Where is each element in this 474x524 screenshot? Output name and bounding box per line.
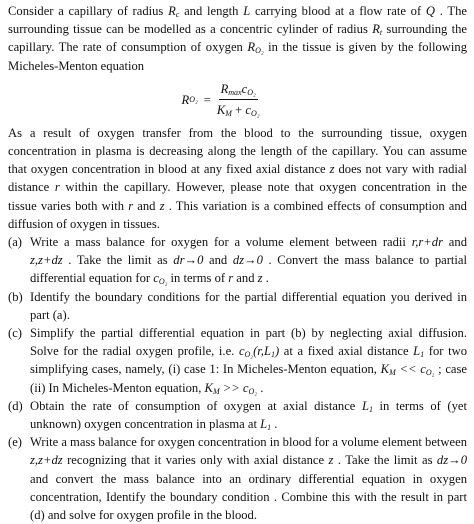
intro-text: carrying blood at a flow rate of	[250, 4, 426, 18]
intro-paragraph	[8, 2, 467, 75]
part-text: Write a mass balance for oxygen concentration in blood for a volume element between	[30, 435, 467, 450]
context-paragraph	[8, 124, 467, 233]
intro-text: and length	[179, 4, 244, 18]
part-b-text: Identify the boundary conditions for the partial differential equation you derived in part (a).	[30, 289, 467, 322]
eq-den-plus: +	[231, 103, 246, 118]
math-sub: O₂	[425, 368, 435, 378]
math-sub: 1	[420, 350, 425, 360]
math: c	[238, 344, 245, 359]
part-c-text	[30, 324, 467, 397]
context-text: within the capillary. However, please note that oxygen concentration in the tissue varies both with	[8, 180, 467, 213]
math-sub: 1	[270, 350, 275, 360]
eq-lhs: R	[181, 92, 190, 107]
var-l: L	[243, 4, 251, 18]
part-e	[8, 433, 467, 524]
intro-text: in the tissue is given by the following Micheles-Menton equation	[8, 40, 467, 73]
eq-num-c-sub: O₂	[247, 88, 256, 98]
math: << c	[395, 362, 426, 377]
part-text: .	[262, 271, 269, 286]
math: >> c	[219, 380, 249, 395]
eq-den-k-sub: M	[225, 109, 232, 119]
eq-num-r: R	[220, 82, 229, 97]
math: z,z+dz	[30, 253, 63, 268]
math: r,r+dr	[411, 235, 443, 250]
math: L	[361, 398, 369, 413]
eq-num-r-sub: max	[228, 88, 242, 98]
part-text: . Take the limit as	[333, 453, 437, 468]
math: z	[328, 453, 334, 468]
part-text: at a fixed axial distance	[279, 344, 414, 359]
michaelis-menten-equation: R O₂ = $\frac{R_{max}c_{O_2}}{K_M + c_{O_2}}$	[181, 82, 260, 119]
part-label: (b)	[8, 289, 23, 304]
sub-o2: O₂	[255, 46, 264, 56]
math: dr→0	[173, 253, 204, 268]
part-text: ; case (ii) In Micheles-Menton equation,	[30, 362, 468, 395]
math-sub: O₂	[244, 350, 254, 360]
part-label: (e)	[8, 435, 22, 450]
part-text: in terms of	[167, 271, 229, 286]
part-text: and convert the mass balance into an ordinary differential equation in oxygen concentration, Identify the boundary condition . Combine this with the result in part (d) and solve for oxygen profile in the blood.	[30, 471, 467, 523]
intro-text: surrounding the capillary. The rate of consumption of oxygen	[8, 22, 467, 55]
eq-den-k: K	[216, 103, 226, 118]
math: z	[257, 271, 263, 286]
part-text: in terms of (yet unknown) oxygen concentration in plasma at	[30, 398, 467, 432]
part-text: and	[203, 253, 233, 268]
eq-fraction	[217, 81, 260, 118]
part-text: for two simplifying cases, namely, (i) case 1: In Micheles-Menton equation,	[30, 344, 468, 377]
eq-num-c: c	[241, 82, 248, 97]
eq-equals: =	[203, 92, 211, 107]
math: c	[153, 271, 159, 286]
sub-t: t	[379, 28, 383, 38]
sub-c: c	[175, 10, 180, 19]
var-rt: R	[372, 22, 380, 37]
part-text: and	[443, 235, 467, 250]
intro-text: . The surrounding tissue can be modelled as a concentric cylinder of radius	[8, 4, 467, 37]
math: K	[204, 380, 213, 395]
intro-text: Consider a capillary of radius	[8, 4, 169, 18]
part-text: . Convert the mass balance to partial differential equation for	[30, 253, 467, 286]
context-text: As a result of oxygen transfer from the blood to the surrounding tissue, oxygen concentration in plasma is decreasing along the length of the capillary. You can assume that oxygen concentration in blood at any fixed axial distance	[8, 125, 467, 177]
math: (r,L	[253, 344, 271, 359]
var-r: r	[54, 180, 60, 195]
math: K	[380, 362, 390, 377]
var-q: Q	[425, 4, 436, 18]
part-label: (d)	[8, 398, 23, 413]
part-text: .	[257, 380, 264, 395]
math-sub: 1	[368, 404, 373, 414]
math: )	[274, 344, 280, 359]
var-ro2: R	[247, 40, 256, 55]
part-b	[8, 288, 467, 324]
math-sub: 1	[267, 423, 272, 433]
math: z,z+dz	[30, 453, 63, 468]
part-c	[8, 324, 467, 397]
part-text: and	[233, 271, 258, 286]
part-text: Simplify the partial differential equation in part (b) by neglecting axial diffusion. Solve for the radial oxygen profile, i.e.	[30, 326, 467, 359]
math: r	[228, 271, 234, 286]
part-a-text	[30, 233, 467, 288]
part-d	[8, 397, 467, 433]
math-sub: O₂	[158, 277, 168, 287]
part-text: Write a mass balance for oxygen for a volume element between radii	[30, 235, 412, 250]
part-label: (c)	[8, 326, 22, 341]
part-text: . Take the limit as	[62, 253, 174, 268]
eq-denominator	[217, 100, 260, 118]
math: dz→0	[232, 253, 263, 268]
math-sub: O₂	[248, 386, 258, 396]
eq-den-c-sub: O₂	[250, 109, 260, 119]
part-text: .	[271, 417, 278, 432]
var-z: z	[329, 162, 335, 177]
part-d-text	[30, 397, 467, 433]
math-sub: M	[389, 368, 396, 378]
context-text: . This variation is a combined effects of consumption and diffusion of oxygen in tissues.	[8, 198, 467, 231]
part-a	[8, 233, 467, 288]
context-text: and	[133, 198, 160, 213]
part-label: (a)	[8, 235, 22, 250]
math: L	[413, 344, 421, 359]
math: dz→0	[436, 453, 467, 468]
part-text: recognizing that it varies only with axial distance	[62, 453, 329, 468]
eq-den-c: c	[245, 103, 251, 118]
part-e-text	[30, 433, 467, 524]
eq-numerator	[219, 81, 258, 100]
var-z: z	[159, 198, 165, 213]
var-r: r	[128, 198, 134, 213]
context-text: does not vary with radial distance	[8, 162, 468, 195]
math-sub: M	[212, 386, 220, 396]
math: L	[260, 417, 268, 432]
var-rc: R	[168, 4, 176, 18]
part-text: Obtain the rate of consumption of oxygen at axial distance	[30, 398, 362, 413]
